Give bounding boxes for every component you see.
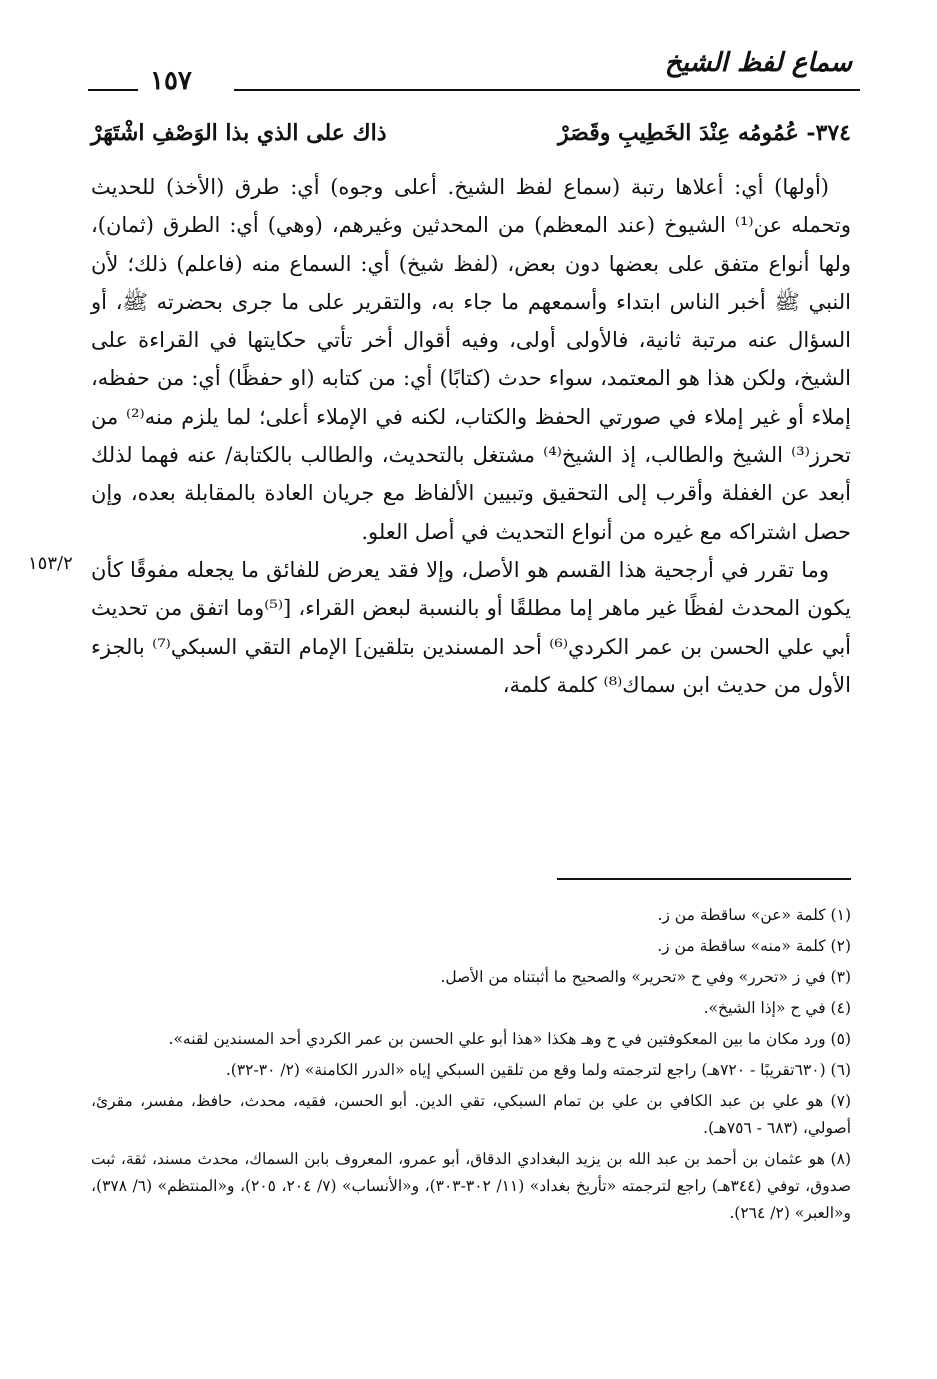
body-paragraph-1: (أولها) أي: أعلاها رتبة (سماع لفظ الشيخ. أعلى وجوه) أي: طرق (الأخذ) للحديث وتحمله عن⁽¹⁾ الشيوخ (عند المعظم) من المحدثين وغيرهم، (وهي) أي: الطرق (ثمان)، ولها أنواع متفق على بعضها دون بعض، (لفظ شيخ) أي: السماع منه (فاعلم) ذلك؛ لأن النبي ﷺ أخبر الناس ابتداء وأسمعهم ما جاء به، والتقرير على ما جرى بحضرته ﷺ، أو السؤال عنه مرتبة ثانية، فالأولى أولى، وفيه أقوال أخر تأتي حكايتها في القراءة على الشيخ، ولكن هذا هو المعتمد، سواء حدث (كتابًا) أي: من كتابه (او حفظًا) أي: من حفظه، إملاء أو غير إملاء في صورتي الحفظ والكتاب، لكنه في الإملاء أعلى؛ لما يلزم منه⁽²⁾ من تحرز⁽³⁾ الشيخ والطالب، إذ الشيخ⁽⁴⁾ مشتغل بالتحديث، والطالب بالكتابة/ عنه فهما لذلك أبعد عن الغفلة وأقرب إلى التحقيق وتبيين الألفاظ مع جريان العادة بالمقابلة بعده، وإن حصل اشتراكه مع غيره من أنواع التحديث في أصل العلو.: [91, 175, 852, 544]
main-text: [91, 168, 851, 704]
body-paragraph-2: وما تقرر في أرجحية هذا القسم هو الأصل، وإلا فقد يعرض للفائق ما يجعله مفوقًا كأن يكون المحدث لفظًا غير ماهر إما مطلقًا أو بالنسبة لبعض القراء، [⁽⁵⁾وما اتفق من تحديث أبي علي الحسن بن عمر الكردي⁽⁶⁾ أحد المسندين بتلقين] الإمام التقي السبكي⁽⁷⁾ بالجزء الأول من حديث ابن سماك⁽⁸⁾ كلمة كلمة،: [91, 557, 851, 697]
header-rule-short: [88, 89, 138, 91]
footnote-1: (١) كلمة «عن» ساقطة من ز.: [657, 906, 851, 924]
footnotes: [91, 902, 851, 1231]
footnote-7: (٧) هو علي بن عبد الكافي بن علي بن تمام السبكي، تقي الدين. أبو الحسن، فقيه، محدث، حافظ، مفسر، مقرئ، أصولي، (٦٨٣ - ٧٥٦هـ).: [91, 1092, 851, 1137]
footnote-5: (٥) ورد مكان ما بين المعكوفتين في ح وهـ هكذا «هذا أبو علي الحسن بن عمر الكردي أحد المسندين لقنه».: [168, 1030, 851, 1048]
footnote-4: (٤) في ح «إذا الشيخ».: [703, 999, 851, 1017]
page-number: ١٥٧: [150, 66, 192, 96]
footnote-2: (٢) كلمة «منه» ساقطة من ز.: [657, 937, 851, 955]
footnote-8: (٨) هو عثمان بن أحمد بن عبد الله بن يزيد البغدادي الدقاق، أبو عمرو، المعروف بابن السماك، محدث مسند، ثقة، ثبت صدوق، توفي (٣٤٤هـ) راجع لترجمته «تأريخ بغداد» (١١/ ٣٠٢-٣٠٣)، و«الأنساب» (٧/ ٢٠٤، ٢٠٥)، و«المنتظم» (٦/ ٣٧٨)، و«العبر» (٢/ ٢٦٤).: [91, 1150, 851, 1222]
header-rule: [234, 89, 860, 91]
footnote-3: (٣) في ز «تحرر» وفي ح «تحرير» والصحيح ما أثبتناه من الأصل.: [440, 968, 851, 986]
footnote-separator: [557, 878, 851, 880]
footnote-6: (٦) (٦٣٠تقريبًا - ٧٢٠هـ) راجع لترجمته ولما وقع من تلقين السبكي إياه «الدرر الكامنة» (٢/ ٣٠-٣٢).: [225, 1061, 851, 1079]
verse-second-hemistich: ذاك على الذي بذا الوَصْفِ اشْتَهَرْ: [91, 120, 387, 146]
verse-first-hemistich: ٣٧٤- عُمُومُه عِنْدَ الخَطِيبِ وقَصَرْ: [558, 120, 851, 146]
margin-reference: ١٥٣/٢: [28, 553, 73, 574]
verse-line: [91, 120, 851, 160]
running-title: سماع لفظ الشيخ: [664, 48, 852, 78]
